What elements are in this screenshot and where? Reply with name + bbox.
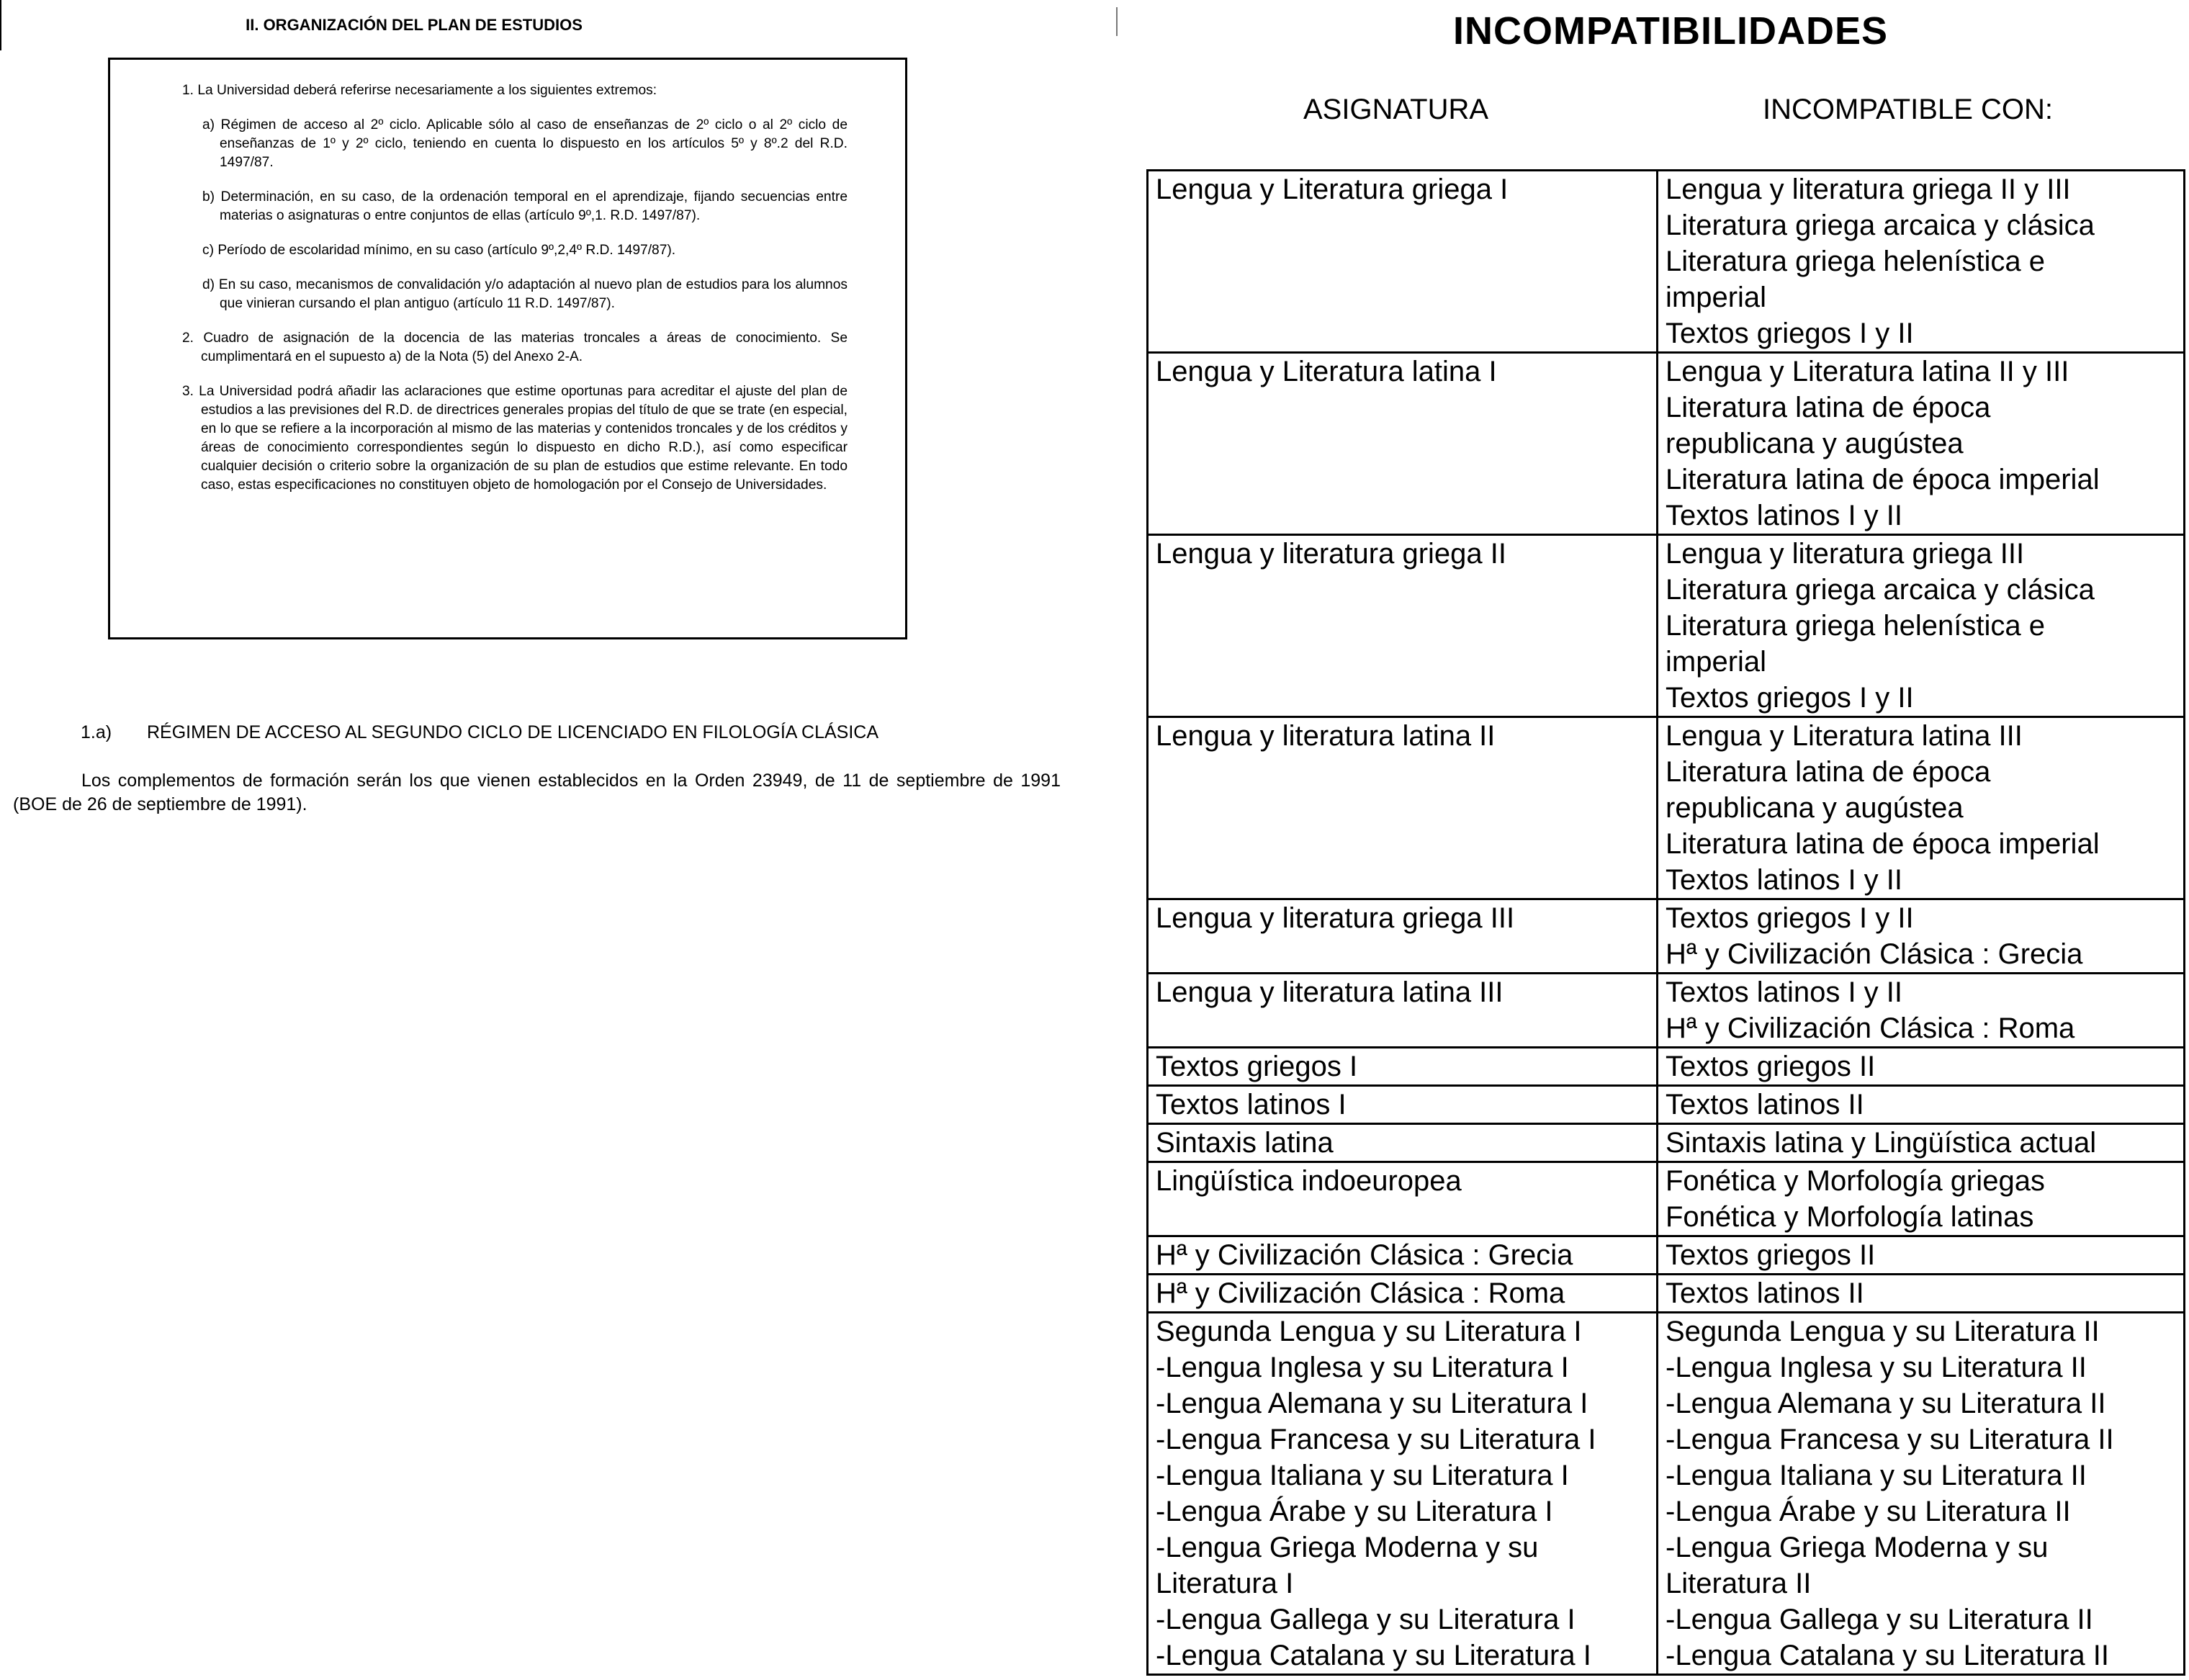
subject-cell [1148,535,1658,717]
regimen-title: RÉGIMEN DE ACCESO AL SEGUNDO CICLO DE LICENCIADO EN FILOLOGÍA CLÁSICA [147,722,878,742]
cell-line: Textos latinos I y II [1666,976,1903,1008]
section-title: II. ORGANIZACIÓN DEL PLAN DE ESTUDIOS [246,16,583,34]
table-row [1148,1048,2185,1086]
regimen-number: 1.a) [81,722,112,742]
cell-line: Segunda Lengua y su Literatura I [1156,1316,1582,1347]
page-fold-mark [1116,7,1118,36]
instruction-item-1: 1. La Universidad deberá referirse necesariamente a los siguientes extremos: [182,83,657,98]
cell-line: Literatura latina de época imperial [1666,828,2100,860]
table-row [1148,1275,2185,1313]
cell-line: Textos griegos II [1666,1051,1876,1082]
cell-line: Lingüística indoeuropea [1156,1165,1462,1197]
subject-cell [1148,717,1658,899]
incompatibilities-table [1146,169,2185,1676]
incompatible-cell [1658,717,2185,899]
cell-line: -Lengua Inglesa y su Literatura I [1156,1352,1569,1383]
subject-cell [1148,899,1658,974]
cell-line: Sintaxis latina y Lingüística actual [1666,1127,2097,1159]
cell-line: Literatura I [1156,1568,1294,1599]
incompatible-cell [1658,899,2185,974]
cell-line: -Lengua Italiana y su Literatura I [1156,1460,1569,1491]
incompatible-cell [1658,1162,2185,1236]
cell-line: -Lengua Alemana y su Literatura I [1156,1388,1588,1419]
cell-line: Literatura griega arcaica y clásica [1666,574,2095,606]
subject-cell [1148,1236,1658,1275]
subject-cell [1148,1275,1658,1313]
cell-line: Lengua y Literatura latina I [1156,356,1497,387]
cell-line: Textos griegos I y II [1666,318,1914,349]
table-row [1148,1086,2185,1124]
incompatible-cell [1658,1048,2185,1086]
incompatible-cell [1658,974,2185,1048]
cell-line: Textos latinos II [1666,1277,1864,1309]
cell-line: Sintaxis latina [1156,1127,1334,1159]
cell-line: Hª y Civilización Clásica : Roma [1156,1277,1565,1309]
regimen-paragraph: Los complementos de formación serán los que vienen establecidos en la Orden 23949, de 11 de septiembre de 1991 (BOE de 26 de septiembre de 1991). [13,771,1061,814]
cell-line: Lengua y literatura griega II y III [1666,174,2071,205]
incompatible-cell [1658,171,2185,353]
cell-line: Literatura latina de época [1666,756,1991,788]
cell-line: -Lengua Griega Moderna y su [1666,1532,2049,1563]
incompatible-cell [1658,353,2185,535]
cell-line: -Lengua Francesa y su Literatura II [1666,1424,2114,1455]
cell-line: Lengua y literatura latina III [1156,976,1503,1008]
incompatible-cell [1658,1236,2185,1275]
regimen-heading [81,722,878,743]
subject-cell [1148,353,1658,535]
incompatibilities-title: INCOMPATIBILIDADES [1453,9,1888,53]
incompatible-cell [1658,1313,2185,1675]
cell-line: Textos latinos I y II [1666,864,1903,896]
cell-line: Lengua y Literatura latina III [1666,720,2023,752]
incompatible-cell [1658,535,2185,717]
subject-cell [1148,1162,1658,1236]
cell-line: republicana y augústea [1666,792,1964,824]
cell-line: Hª y Civilización Clásica : Grecia [1156,1239,1573,1271]
column-header-subject: ASIGNATURA [1303,94,1489,125]
cell-line: Hª y Civilización Clásica : Grecia [1666,938,2083,970]
cell-line: Lengua y Literatura griega I [1156,174,1509,205]
cell-line: Hª y Civilización Clásica : Roma [1666,1012,2075,1044]
cell-line: Textos griegos I [1156,1051,1358,1082]
cell-line: Textos griegos I y II [1666,682,1914,714]
cell-line: -Lengua Francesa y su Literatura I [1156,1424,1596,1455]
table-row [1148,1313,2185,1675]
cell-line: Lengua y literatura latina II [1156,720,1496,752]
instruction-item-1b: b) Determinación, en su caso, de la ordenación temporal en el aprendizaje, fijando secuencias entre materias o asignaturas o entre conjuntos de ellas (artículo 9º,1. R.D. 1497/87). [202,189,848,223]
cell-line: Lengua y literatura griega II [1156,538,1506,570]
subject-cell [1148,1048,1658,1086]
cell-line: Literatura latina de época [1666,392,1991,423]
cell-line: Textos griegos I y II [1666,902,1914,934]
table-row [1148,899,2185,974]
cell-line: Literatura griega helenística e [1666,610,2045,642]
cell-line: Literatura griega arcaica y clásica [1666,210,2095,241]
instruction-item-1a: a) Régimen de acceso al 2º ciclo. Aplicable sólo al caso de enseñanzas de 2º ciclo o al 2º ciclo de enseñanzas de 1º y 2º ciclo, teniendo en cuenta lo dispuesto en los artículos 5º y 8º.2 del R.D. 1497/87. [202,117,848,170]
cell-line: -Lengua Inglesa y su Literatura II [1666,1352,2087,1383]
cell-line: Lengua y Literatura latina II y III [1666,356,2069,387]
cell-line: republicana y augústea [1666,428,1964,459]
cell-line: imperial [1666,282,1767,313]
table-row [1148,974,2185,1048]
table-row [1148,535,2185,717]
table-row [1148,353,2185,535]
cell-line: -Lengua Gallega y su Literatura II [1666,1604,2093,1635]
subject-cell [1148,1124,1658,1162]
incompatible-cell [1658,1124,2185,1162]
cell-line: Literatura II [1666,1568,1812,1599]
table-row [1148,717,2185,899]
cell-line: -Lengua Catalana y su Literatura I [1156,1640,1591,1671]
cell-line: Lengua y literatura griega III [1156,902,1515,934]
table-row [1148,1162,2185,1236]
cell-line: Literatura latina de época imperial [1666,464,2100,495]
cell-line: -Lengua Catalana y su Literatura II [1666,1640,2109,1671]
subject-cell [1148,1086,1658,1124]
table-row [1148,1236,2185,1275]
left-page [0,0,1094,1680]
subject-cell [1148,171,1658,353]
instruction-item-1d: d) En su caso, mecanismos de convalidación y/o adaptación al nuevo plan de estudios para los alumnos que vinieran cursando el plan antiguo (artículo 11 R.D. 1497/87). [202,277,848,311]
cell-line: Textos latinos I [1156,1089,1347,1120]
cell-line: Fonética y Morfología latinas [1666,1201,2034,1233]
cell-line: -Lengua Gallega y su Literatura I [1156,1604,1576,1635]
cell-line: -Lengua Árabe y su Literatura I [1156,1496,1553,1527]
column-header-incompatible: INCOMPATIBLE CON: [1763,94,2054,125]
cell-line: imperial [1666,646,1767,678]
cell-line: Textos latinos II [1666,1089,1864,1120]
cell-line: Literatura griega helenística e [1666,246,2045,277]
incompatible-cell [1658,1275,2185,1313]
cell-line: -Lengua Árabe y su Literatura II [1666,1496,2071,1527]
subject-cell [1148,1313,1658,1675]
cell-line: -Lengua Griega Moderna y su [1156,1532,1539,1563]
cell-line: Fonética y Morfología griegas [1666,1165,2045,1197]
table-row [1148,171,2185,353]
incompatible-cell [1658,1086,2185,1124]
instructions-box [108,58,907,639]
instruction-item-1c: c) Período de escolaridad mínimo, en su caso (artículo 9º,2,4º R.D. 1497/87). [202,243,676,258]
cell-line: -Lengua Alemana y su Literatura II [1666,1388,2106,1419]
cell-line: Segunda Lengua y su Literatura II [1666,1316,2100,1347]
table-row [1148,1124,2185,1162]
instruction-item-3: 3. La Universidad podrá añadir las aclaraciones que estime oportunas para acreditar el ajuste del plan de estudios a las previsiones del R.D. de directrices generales propias del título de que se trate (en especial, en lo que se refiere a la incorporación al mismo de las materias y contenidos troncales y de los créditos y áreas de conocimiento correspondientes según lo dispuesto en dicho R.D.), así como especificar cualquier decisión o criterio sobre la organización de su plan de estudios que estime relevante. En todo caso, estas especificaciones no constituyen objeto de homologación por el Consejo de Universidades. [182,384,848,493]
cell-line: -Lengua Italiana y su Literatura II [1666,1460,2087,1491]
cell-line: Lengua y literatura griega III [1666,538,2025,570]
subject-cell [1148,974,1658,1048]
instruction-item-2: 2. Cuadro de asignación de la docencia de las materias troncales a áreas de conocimiento. Se cumplimentará en el supuesto a) de la Nota (5) del Anexo 2-A. [182,331,848,364]
cell-line: Textos latinos I y II [1666,500,1903,531]
cell-line: Textos griegos II [1666,1239,1876,1271]
